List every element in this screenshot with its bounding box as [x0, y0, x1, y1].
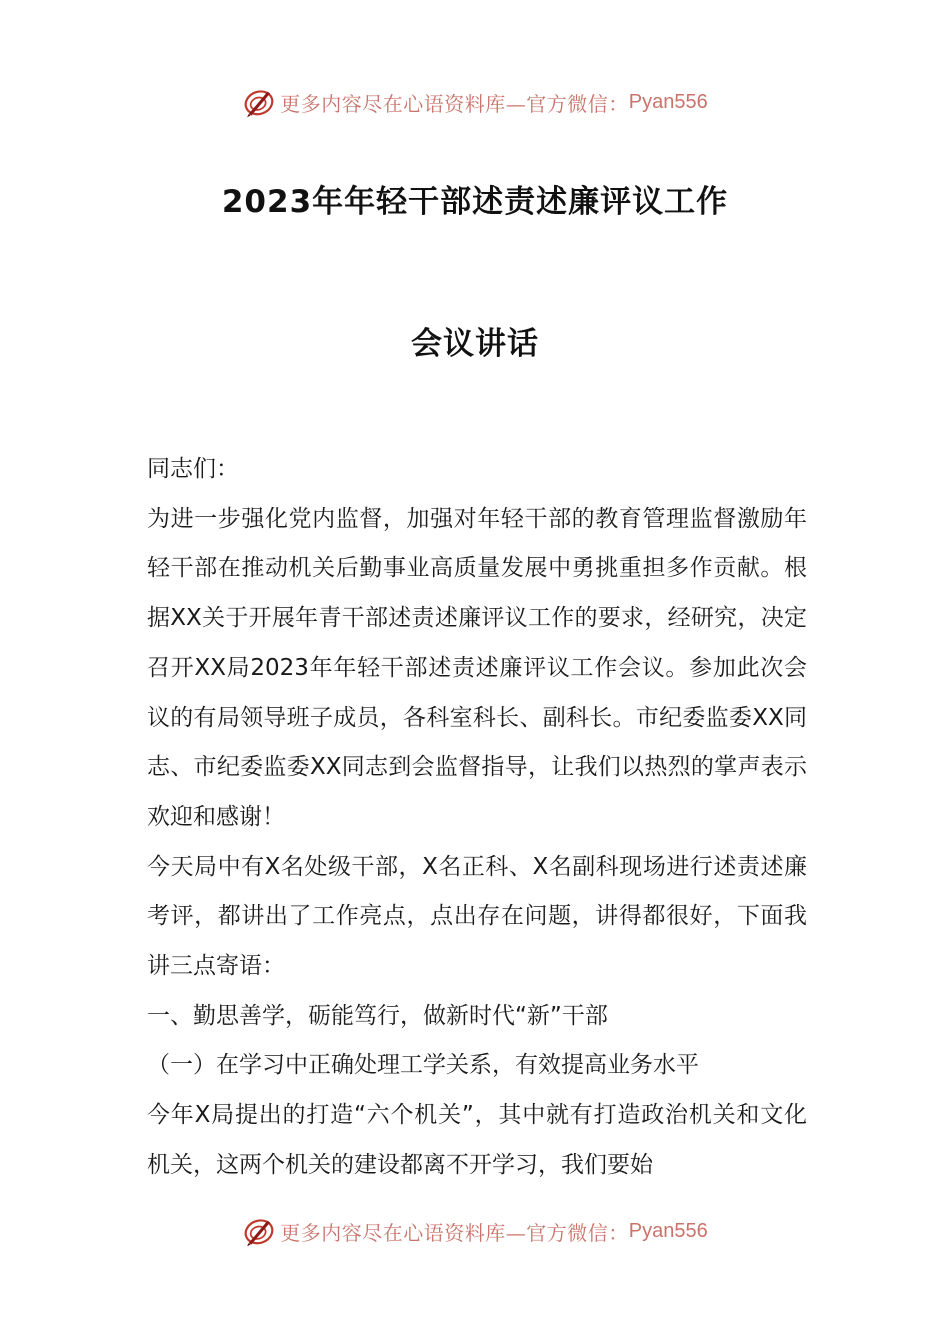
subsection-heading: （一）在学习中正确处理工学关系，有效提高业务水平 [147, 1052, 699, 1079]
section-heading: 一、勤思善学，砺能笃行，做新时代“新”干部 [147, 1002, 608, 1029]
footer-watermark [0, 1211, 950, 1251]
body-paragraph: 今天局中有X名处级干部，X名正科、X名副科现场进行述责述廉考评，都讲出了工作亮点，点出存在问题，讲得都很好，下面我讲三点寄语： [147, 853, 807, 980]
watermark-text: 更多内容尽在心语资料库—官方微信： [280, 1220, 629, 1245]
watermark-text: 更多内容尽在心语资料库—官方微信： [280, 91, 629, 116]
watermark-wechat-id: Pyan556 [628, 90, 708, 113]
pen-swirl-logo-icon [242, 1214, 276, 1248]
document-title-line-1: 2023年年轻干部述责述廉评议工作 [221, 184, 729, 220]
header-watermark [0, 82, 950, 122]
document-title-line-2: 会议讲话 [411, 326, 539, 362]
body-paragraph: 今年X局提出的打造“六个机关”，其中就有打造政治机关和文化机关，这两个机关的建设都离不开学习，我们要始 [147, 1102, 807, 1178]
document-body [147, 445, 807, 1191]
pen-swirl-logo-icon [242, 85, 276, 119]
watermark-wechat-id: Pyan556 [628, 1219, 708, 1242]
salutation: 同志们： [147, 456, 239, 482]
body-paragraph: 为进一步强化党内监督，加强对年轻干部的教育管理监督激励年轻干部在推动机关后勤事业高质量发展中勇挑重担多作贡献。根据XX关于开展年青干部述责述廉评议工作的要求，经研究，决定召开XX局2023年年轻干部述责述廉评议工作会议。参加此次会议的有局领导班子成员，各科室科长、副科长。市纪委监委XX同志、市纪委监委XX同志到会监督指导，让我们以热烈的掌声表示欢迎和感谢！ [147, 505, 807, 830]
